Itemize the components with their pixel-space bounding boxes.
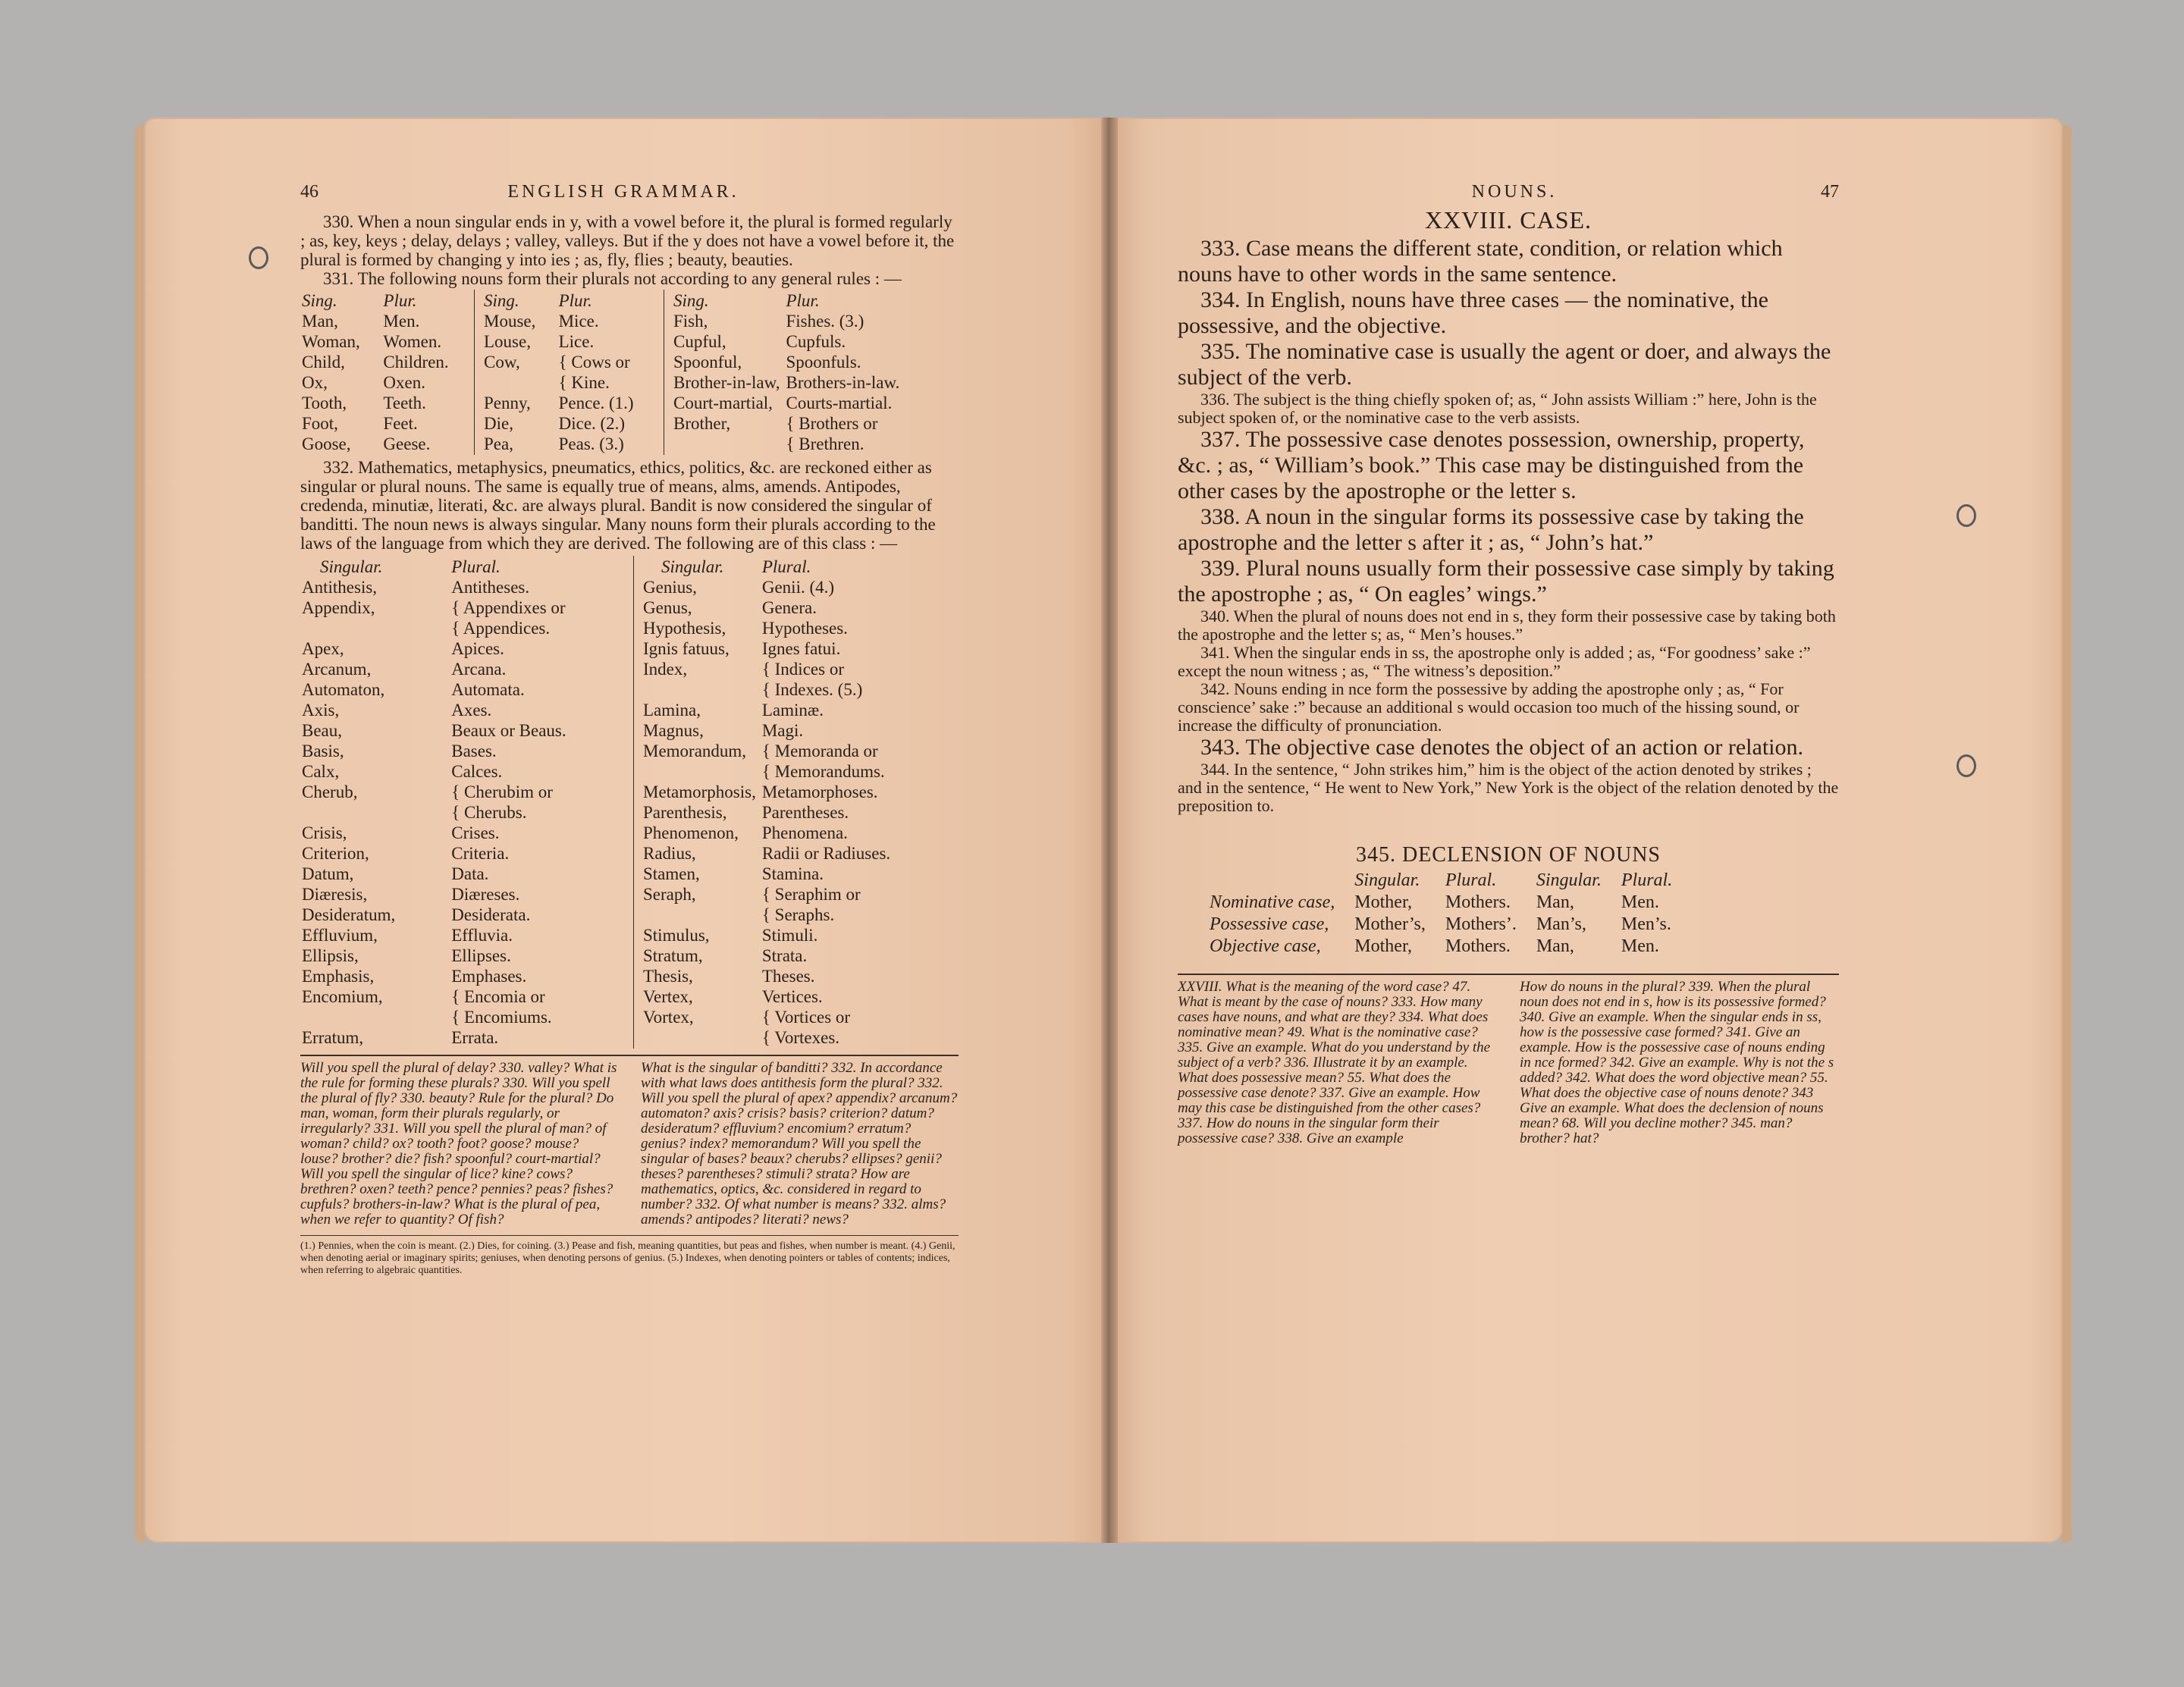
table-row [302,1028,632,1047]
table-row [302,291,472,310]
right-running-head [1178,183,1839,202]
paragraph-344: 344. In the sentence, “ John strikes him,” him is the object of the action denoted by strikes ; and in the sentence, “ He went to New York,” New York is the object of the relation denoted by the preposition to. [1178,760,1839,815]
table-cell: Sing. [302,291,337,310]
table-row [643,578,895,597]
table-cell: Courts-martial. [786,394,893,412]
foreign-col-2 [634,556,896,1049]
table-cell: Men. [1621,936,1659,956]
table-row [643,660,895,679]
table-cell: Penny, [484,394,531,412]
table-cell: Memorandum, [643,742,747,760]
declension-title: 345. DECLENSION OF NOUNS [1355,843,1661,867]
table-cell: Theses. [761,967,815,986]
table-row [643,782,895,801]
table-cell: Apex, [302,639,344,658]
table-row [1210,914,1690,935]
table-cell: Criterion, [302,844,369,863]
table-row [302,782,632,801]
table-cell: Lamina, [643,701,701,720]
table-cell: { Seraphim or [761,885,861,904]
table-cell [302,803,450,822]
table-cell [673,434,784,453]
table-cell: Genii. (4.) [761,578,835,597]
table-cell: Child, [302,353,345,372]
table-cell: Spoonful, [673,353,742,372]
table-cell [643,905,761,924]
table-cell: Appendix, [302,598,375,617]
table-cell: { Indices or [761,660,844,679]
left-footnotes: (1.) Pennies, when the coin is meant. (2.) Dies, for coining. (3.) Pease and fish, meaning quantities, but peas and fishes, when number is meant. (4.) Genii, when denoting aerial or imaginary spirits; geniuses, when denoting persons of genius. (5.) Indexes, when denoting pointers or tables of contents; indices, when referring to algebraic quantities. [300,1235,959,1277]
table-cell: Radius, [643,844,696,863]
table-row [302,721,632,740]
table-row [643,864,895,883]
table-row [643,1028,895,1047]
paragraph-332: 332. Mathematics, metaphysics, pneumatics, ethics, politics, &c. are reckoned either as singular or plural nouns. The same is equally true of means, alms, amends. Antipodes, credenda, minutiæ, literati, &c. are always plural. Bandit is now considered the singular of banditti. The noun news is always singular. Many nouns form their plurals according to the laws of the language from which they are derived. The following are of this class : — [300,458,936,553]
table-row [302,742,632,760]
table-cell: Mice. [558,312,599,331]
table-cell: Objective case, [1210,936,1321,956]
table-cell: Axes. [451,701,492,720]
table-row [673,332,904,351]
table-row [302,946,632,965]
irregular-col-1 [300,290,475,455]
right-questions-col-1: XXVIII. What is the meaning of the word case? 47. What is meant by the case of nouns? 333. How many cases have nouns, and what are they? 334. What does nominative mean? 49. What is the nominative case? 335. Give an example. What do you understand by the subject of a verb? 336. Illustrate it by an example. What does possessive mean? 55. What does the possessive case denote? 337. Give an example. How may this case be distinguished from the other cases? 337. How do nouns in the singular form their possessive case? 338. Give an example [1178,979,1491,1146]
table-cell: { Vortices or [761,1008,851,1027]
table-row [302,557,632,576]
table-cell: Die, [484,414,513,433]
table-cell: Teeth. [383,394,426,412]
table-cell: Sing. [673,291,709,310]
table-cell: Hypothesis, [643,619,726,638]
paragraph-340: 340. When the plural of nouns does not end in s, they form their possessive case by taking both the apostrophe and the letter s; as, “ Men’s houses.” [1178,607,1836,644]
table-row [643,557,895,576]
table-row [302,885,632,904]
table-cell: Datum, [302,864,354,883]
table-cell: Geese. [383,434,431,453]
table-cell: Singular. [1536,870,1602,890]
table-cell: Vertex, [643,987,693,1006]
table-cell: Men. [383,312,420,331]
left-page [144,118,1107,1543]
table-cell: Ellipsis, [302,946,359,965]
table-cell [1210,870,1353,891]
table-row [643,598,895,617]
table-cell [302,1008,450,1027]
table-cell: Index, [643,660,688,679]
paragraph-341: 341. When the singular ends in ss, the apostrophe only is added ; as, “For goodness’ sake :” except the noun witness ; as, “ The witness’s deposition.” [1178,643,1811,680]
table-cell: Plur. [558,291,592,310]
table-cell: Singular. [661,557,724,576]
table-cell: { Kine. [558,373,610,392]
table-cell: Peas. (3.) [558,434,624,453]
punch-hole-mark [249,246,268,269]
table-row [643,844,895,863]
table-cell: Radii or Radiuses. [761,844,891,863]
table-row [643,1008,895,1027]
table-cell: Antithesis, [302,578,378,597]
table-cell: Men’s. [1621,914,1671,934]
table-cell: Woman, [302,332,360,351]
table-row [643,803,895,822]
table-cell: Louse, [484,332,531,351]
table-row [302,434,472,453]
table-cell: Calx, [302,762,340,781]
table-cell: Lice. [558,332,595,351]
table-row [1210,892,1690,913]
table-cell [643,680,761,699]
table-row [484,291,662,310]
table-row [302,905,632,924]
table-cell: Fishes. (3.) [786,312,864,331]
table-row [1210,936,1690,957]
table-row [484,434,662,453]
paragraph-337: 337. The possessive case denotes possession, ownership, property, &c. ; as, “ William’s book.” This case may be distinguished from the other cases by the apostrophe or the letter s. [1178,427,1805,503]
paragraph-330: 330. When a noun singular ends in y, with a vowel before it, the plural is formed regularly ; as, key, keys ; delay, delays ; valley, valleys. But if the y does not have a vowel before it, the plural is formed by changing y into ies ; as, fly, flies ; beauty, beauties. [300,212,955,269]
table-cell: Mothers. [1445,892,1511,912]
left-header-title: ENGLISH GRAMMAR. [507,182,739,202]
table-cell: Feet. [383,414,418,433]
table-row [302,312,472,331]
foreign-col-1 [300,556,634,1049]
book-gutter [1101,118,1118,1543]
table-cell: Encomium, [302,987,383,1006]
table-cell: Brothers-in-law. [786,373,900,392]
table-row [484,373,662,392]
table-row [643,967,895,986]
table-cell: Crises. [451,823,500,842]
table-cell: Emphasis, [302,967,375,986]
paragraph-335: 335. The nominative case is usually the agent or doer, and always the subject of the verb. [1178,339,1831,390]
table-cell: { Memoranda or [761,742,878,760]
table-cell: Plural. [451,557,500,576]
table-cell: Parenthesis, [643,803,727,822]
table-row [302,619,632,638]
table-cell: Seraph, [643,885,696,904]
table-cell: Cupful, [673,332,726,351]
table-cell: Stamina. [761,864,824,883]
table-row [302,823,632,842]
table-cell: Stamen, [643,864,700,883]
table-cell: Mother, [1354,936,1412,956]
table-cell: { Indexes. (5.) [761,680,863,699]
paragraph-333: 333. Case means the different state, condition, or relation which nouns have to other words in the same sentence. [1178,236,1783,287]
table-row [673,373,904,392]
table-cell: { Cherubim or [451,782,553,801]
table-row [302,332,472,351]
table-cell: Apices. [451,639,504,658]
table-cell: Man, [302,312,338,331]
table-cell: Genius, [643,578,697,597]
table-row [302,701,632,720]
paragraph-334: 334. In English, nouns have three cases — the nominative, the possessive, and the objective. [1178,287,1768,338]
table-cell: Plur. [786,291,820,310]
table-row [302,1008,632,1027]
table-cell: Data. [451,864,489,883]
table-cell: Cow, [484,353,520,372]
table-cell: { Cows or [558,353,630,372]
irregular-col-3 [664,290,905,455]
table-cell: Magnus, [643,721,704,740]
irregular-col-2 [475,290,664,455]
table-cell: Erratum, [302,1028,364,1047]
table-cell: Stimulus, [643,926,710,945]
table-cell: Arcana. [451,660,507,679]
table-cell: Children. [383,353,449,372]
table-cell: { Memorandums. [761,762,885,781]
table-cell: { Brethren. [786,434,864,453]
table-row [643,701,895,720]
table-cell: Emphases. [451,967,527,986]
table-cell: Desideratum, [302,905,396,924]
table-row [643,639,895,658]
table-cell: { Appendices. [451,619,551,638]
irregular-plurals-table [300,290,959,455]
right-review-questions [1178,974,1839,1146]
table-cell: Effluvia. [451,926,513,945]
table-cell: Cherub, [302,782,358,801]
table-cell: Mother’s, [1354,914,1426,934]
table-cell: Ox, [302,373,328,392]
right-header-title: NOUNS. [1471,182,1558,202]
table-cell: Basis, [302,742,344,760]
table-cell [643,1028,761,1047]
table-cell: Man’s, [1536,914,1586,934]
section-title: XXVIII. CASE. [1424,206,1592,234]
table-row [302,926,632,945]
table-cell: { Appendixes or [451,598,566,617]
left-running-head [300,183,959,202]
table-row [302,373,472,392]
table-cell: Errata. [451,1028,499,1047]
table-cell: Mother, [1354,892,1412,912]
paragraph-331: 331. The following nouns form their plurals not according to any general rules : — [323,269,902,288]
table-cell: Goose, [302,434,351,453]
table-row [302,353,472,372]
paragraph-342: 342. Nouns ending in nce form the possessive by adding the apostrophe only ; as, “ For conscience’ sake :” because an additional s would occasion too much of the hissing sound, or increase the difficulty of pronunciation. [1178,679,1800,735]
table-cell: Foot, [302,414,338,433]
table-row [643,762,895,781]
right-page [1111,118,2063,1543]
table-cell: Strata. [761,946,808,965]
right-page-number: 47 [1821,182,1839,202]
table-row [643,680,895,699]
table-row [302,680,632,699]
table-cell: Plural. [761,557,811,576]
table-cell: Desiderata. [451,905,531,924]
table-cell: Genus, [643,598,692,617]
table-cell: Metamorphosis, [643,782,756,801]
table-row [302,639,632,658]
table-cell: Phenomena. [761,823,848,842]
table-cell: Antitheses. [451,578,530,597]
table-row [673,312,904,331]
punch-hole-mark [1956,504,1976,527]
table-row [643,721,895,740]
table-cell: Thesis, [643,967,693,986]
table-cell: Tooth, [302,394,347,412]
table-row [302,598,632,617]
table-cell: Oxen. [383,373,425,392]
table-row [302,762,632,781]
table-cell: Genera. [761,598,817,617]
table-cell: Metamorphoses. [761,782,878,801]
table-cell: Parentheses. [761,803,849,822]
table-row [643,619,895,638]
table-cell: Mothers. [1445,936,1511,956]
table-cell: Phenomenon, [643,823,739,842]
table-cell: Beau, [302,721,343,740]
table-cell: Magi. [761,721,804,740]
table-cell: Stimuli. [761,926,818,945]
table-cell: Arcanum, [302,660,372,679]
table-row [302,987,632,1006]
table-cell: Ellipses. [451,946,511,965]
table-cell: Singular. [1354,870,1420,890]
table-cell: Plural. [1445,870,1497,890]
table-row [302,864,632,883]
table-cell: Fish, [673,312,708,331]
foreign-plurals-table [300,556,959,1049]
table-row [302,803,632,822]
table-row [643,905,895,924]
table-cell: Singular. [320,557,383,576]
table-row [302,394,472,412]
table-cell: Beaux or Beaus. [451,721,566,740]
table-row [484,394,662,412]
table-row [302,578,632,597]
table-cell: Plural. [1621,870,1673,890]
table-cell: Stratum, [643,946,703,965]
table-row [484,332,662,351]
table-cell: Ignis fatuus, [643,639,730,658]
table-row [643,742,895,760]
table-cell: Women. [383,332,442,351]
table-cell: Court-martial, [673,394,773,412]
table-cell: { Encomia or [451,987,545,1006]
table-cell [484,373,557,392]
table-cell: Automaton, [302,680,385,699]
table-cell: Man, [1536,892,1574,912]
table-cell: Ignes fatui. [761,639,841,658]
table-cell: Effluvium, [302,926,378,945]
table-cell: { Brothers or [786,414,878,433]
table-row [643,885,895,904]
table-row [643,987,895,1006]
paragraph-338: 338. A noun in the singular forms its possessive case by taking the apostrophe and the letter s after it ; as, “ John’s hat.” [1178,504,1804,555]
table-cell: Bases. [451,742,497,760]
table-cell: Crisis, [302,823,347,842]
table-cell: Mothers’. [1445,914,1517,934]
paragraph-336: 336. The subject is the thing chiefly spoken of; as, “ John assists William :” here, John is the subject spoken of, or the nominative case to the verb assists. [1178,390,1817,427]
table-cell: Men. [1621,892,1659,912]
left-review-questions [300,1055,959,1228]
table-row [302,660,632,679]
table-row [673,434,904,453]
table-row [673,414,904,433]
table-cell: Sing. [484,291,519,310]
left-questions-col-1: Will you spell the plural of delay? 330. valley? What is the rule for forming these plurals? 330. Will you spell the plural of fly? 330. beauty? Rule for the plural? Do man, woman, form their plurals regularly, or irregularly? 331. Will you spell the plural of man? of woman? child? ox? tooth? foot? goose? mouse? louse? brother? die? fish? spoonful? court-martial? Will you spell the singular of lice? kine? cows? brethren? oxen? teeth? pence? pennies? peas? fishes? cupfuls? brothers-in-law? What is the plural of pea, when we refer to quantity? Of fish? [300,1060,617,1228]
table-cell: Dice. (2.) [558,414,626,433]
table-row [673,394,904,412]
table-row [302,844,632,863]
table-row [484,414,662,433]
left-questions-col-2: What is the singular of banditti? 332. In accordance with what laws does antithesis form the plural? 332. Will you spell the plural of apex? appendix? arcanum? automaton? axis? crisis? basis? criterion? datum? desideratum? effluvium? encomium? erratum? genius? index? memorandum? Will you spell the singular of bases? beaux? cherubs? ellipses? genii? theses? parentheses? stimuli? strata? How are mathematics, optics, &c. considered in regard to number? 332. Of what number is means? 332. alms? amends? antipodes? literati? news? [641,1060,958,1228]
table-cell: Diæresis, [302,885,368,904]
table-cell: Spoonfuls. [786,353,861,372]
table-cell: Calces. [451,762,503,781]
table-cell: Axis, [302,701,340,720]
table-cell: Vertices. [761,987,823,1006]
paragraph-343: 343. The objective case denotes the object of an action or relation. [1200,735,1803,760]
table-cell: Hypotheses. [761,619,848,638]
table-row [673,353,904,372]
table-cell: Cupfuls. [786,332,846,351]
table-cell [643,762,761,781]
table-cell: { Encomiums. [451,1008,552,1027]
table-row [302,414,472,433]
table-cell: Pence. (1.) [558,394,634,412]
table-row [643,823,895,842]
table-row [673,291,904,310]
punch-hole-mark [1956,754,1976,777]
table-cell: { Seraphs. [761,905,835,924]
table-row [484,353,662,372]
table-cell: Possessive case, [1210,914,1329,934]
table-cell: Criteria. [451,844,510,863]
table-cell: Plur. [383,291,417,310]
table-row [643,946,895,965]
table-row [1210,870,1690,891]
paragraph-339: 339. Plural nouns usually form their possessive case simply by taking the apostrophe ; as, “ On eagles’ wings.” [1178,556,1834,607]
right-questions-col-2: How do nouns in the plural? 339. When the plural noun does not end in s, how is its possessive formed? 340. Give an example. When the singular ends in ss, how is the possessive case formed? 341. Give an example. How is the possessive case of nouns ending in nce formed? 342. Give an example. Why is not the s added? 342. What does the word objective mean? 55. What does the objective case of nouns denote? 343 Give an example. What does the declension of nouns mean? 68. Will you decline mother? 345. man? brother? hat? [1520,979,1834,1146]
table-cell: { Vortexes. [761,1028,840,1047]
table-cell: Vortex, [643,1008,694,1027]
table-cell: Laminæ. [761,701,824,720]
open-book [144,118,2063,1551]
table-row [302,967,632,986]
table-cell: Nominative case, [1210,892,1335,912]
table-cell [302,619,450,638]
table-cell: Man, [1536,936,1574,956]
declension-table [1208,869,1692,958]
left-page-number: 46 [300,182,318,202]
table-cell: Pea, [484,434,513,453]
table-cell: Brother-in-law, [673,373,780,392]
table-cell: Diæreses. [451,885,520,904]
table-cell: Brother, [673,414,731,433]
table-cell: { Cherubs. [451,803,527,822]
table-row [484,312,662,331]
table-row [643,926,895,945]
table-cell: Mouse, [484,312,536,331]
table-cell: Automata. [451,680,525,699]
